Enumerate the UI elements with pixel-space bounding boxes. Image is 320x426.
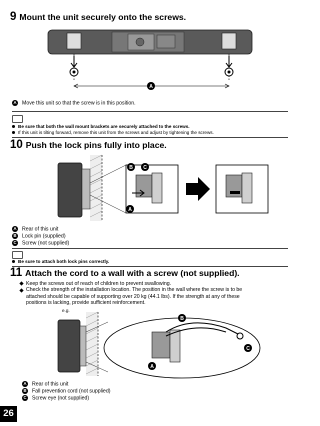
legend-item: A Rear of this unit bbox=[23, 381, 69, 388]
step-title: Attach the cord to a wall with a screw (not supplied). bbox=[25, 268, 240, 278]
step-title: Push the lock pins fully into place. bbox=[25, 140, 167, 150]
legend-item: B Lock pin (supplied) bbox=[13, 232, 66, 240]
step-11-illustration bbox=[56, 312, 266, 376]
step-number: 11 bbox=[10, 267, 23, 279]
example-label: e.g. bbox=[62, 308, 70, 313]
step-9-legend-a: A Move this unit so that the screw is in this position. bbox=[13, 100, 136, 107]
callout-c: C bbox=[143, 164, 147, 171]
legend-item: C Screw (not supplied) bbox=[13, 239, 70, 246]
note-icon bbox=[12, 251, 23, 259]
step-9-illustration bbox=[40, 28, 260, 100]
step-10-heading bbox=[10, 139, 167, 151]
callout-a: A bbox=[149, 83, 153, 90]
step-11-legend bbox=[22, 381, 110, 401]
divider bbox=[12, 248, 288, 249]
step-10-legend bbox=[12, 226, 69, 246]
note-icon bbox=[12, 115, 23, 123]
divider bbox=[12, 137, 288, 138]
note-1-bullet-2: If this unit is tilting forward, remove this unit from the screws and adjust by tightening the screws. bbox=[12, 130, 214, 136]
step-number: 10 bbox=[10, 139, 23, 151]
callout-b: B bbox=[129, 164, 133, 171]
callout-b: B bbox=[180, 315, 184, 322]
step-9-heading bbox=[10, 11, 186, 23]
bullet-continued: attached should be capable of supporting over 20 kg (44.1 lbs). If the strength at any of these bbox=[26, 293, 240, 300]
bullet: Keep the screws out of reach of children to prevent swallowing. bbox=[20, 281, 242, 287]
legend-item: C Screw eye (not supplied) bbox=[23, 394, 90, 401]
page-number: 26 bbox=[0, 406, 17, 422]
step-number: 9 bbox=[10, 11, 17, 23]
callout-a: A bbox=[150, 363, 154, 370]
divider bbox=[12, 111, 288, 112]
step-10-illustration bbox=[50, 155, 270, 225]
note-1-bullet-1: Be sure that both the wall mount brackets are securely attached to the screws. bbox=[12, 124, 190, 130]
callout-c: C bbox=[246, 345, 250, 352]
step-11-bullets bbox=[20, 281, 242, 307]
step-11-heading bbox=[10, 267, 240, 279]
bullet: Check the strength of the installation location. The position in the wall where the screw is to be bbox=[20, 287, 242, 293]
legend-item: A Rear of this unit bbox=[13, 226, 59, 233]
legend-item: B Fall prevention cord (not supplied) bbox=[23, 387, 111, 395]
bullet-continued: positions is lacking, provide sufficient reinforcement. bbox=[26, 300, 146, 307]
step-title: Mount the unit securely onto the screws. bbox=[19, 12, 187, 22]
callout-a: A bbox=[128, 206, 132, 213]
note-2-bullet-1: Be sure to attach both lock pins correctly. bbox=[12, 259, 109, 265]
